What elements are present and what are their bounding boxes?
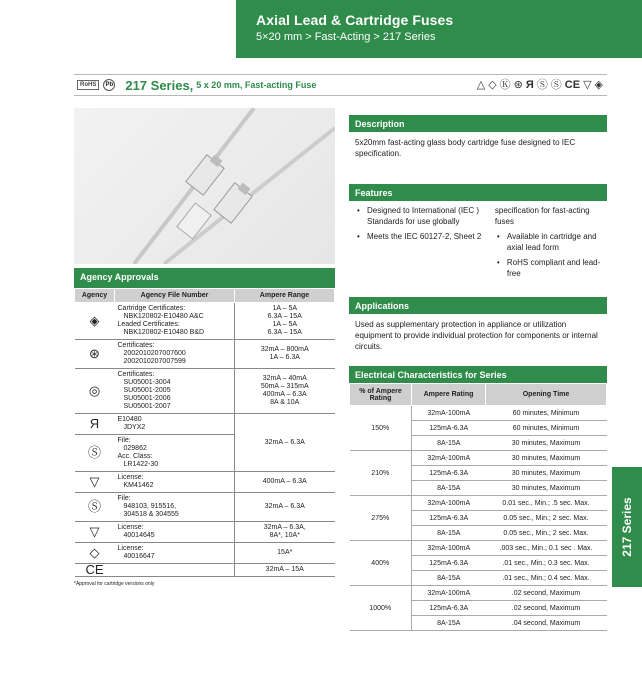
- applications-title: Applications: [349, 297, 607, 314]
- range-line: 400mA – 6.3A: [262, 478, 307, 485]
- ampere-rating: 8A-15A: [412, 571, 486, 586]
- opening-time: .04 second, Maximum: [486, 616, 607, 631]
- range-line: 32mA – 6.3A,: [263, 524, 306, 531]
- agency-row: [75, 543, 335, 564]
- ampere-rating: 8A-15A: [412, 616, 486, 631]
- ampere-range: [235, 493, 335, 522]
- range-line: 50mA – 315mA: [260, 383, 309, 390]
- series-subtitle: 5 x 20 mm, Fast-acting Fuse: [196, 80, 317, 90]
- description-title: Description: [349, 115, 607, 132]
- file-line: License:: [117, 545, 144, 552]
- range-line: 1A – 5A: [272, 305, 298, 312]
- opening-time: .003 sec., Min.; 0.1 sec . Max.: [486, 541, 607, 556]
- agency-logo-icon: ▽: [75, 522, 115, 543]
- file-line: LR1422-30: [123, 461, 159, 468]
- agency-row: [75, 493, 335, 522]
- opening-time: 30 minutes, Maximum: [486, 436, 607, 451]
- ampere-rating: 32mA-100mA: [412, 496, 486, 511]
- rohs-badge: RoHS: [77, 80, 99, 90]
- agency-logo-icon: Ⓢ: [75, 493, 115, 522]
- file-line: Acc. Class:: [117, 453, 153, 460]
- range-line: 32mA – 40mA: [262, 375, 307, 382]
- agency-row: [75, 303, 335, 340]
- col-ampere: Ampere Rating: [412, 384, 486, 406]
- feature-item: • RoHS compliant and lead-free: [495, 257, 601, 279]
- fuse-illustration: [74, 108, 335, 264]
- ampere-rating: 125mA-6.3A: [412, 511, 486, 526]
- csa-icon: Ⓢ: [536, 79, 548, 91]
- range-line: 6.3A – 15A: [267, 313, 302, 320]
- range-line: 6.3A – 15A: [267, 329, 302, 336]
- file-line: 2002010207007600: [123, 350, 186, 357]
- opening-time: 0.05 sec., Min.; 2 sec. Max.: [486, 526, 607, 541]
- features-list: [349, 201, 607, 295]
- ampere-range: [235, 564, 335, 577]
- feature-item-continued: specification for fast-acting fuses: [494, 206, 590, 226]
- features-title: Features: [349, 184, 607, 201]
- range-line: 8A*, 10A*: [269, 532, 300, 539]
- range-line: 400mA – 6.3A: [262, 391, 307, 398]
- product-photo: [74, 108, 335, 264]
- percent-rating: 210%: [350, 451, 412, 496]
- agency-file-number: [115, 340, 235, 369]
- range-line: 32mA – 15A: [265, 566, 304, 573]
- file-line: JDYX2: [123, 424, 146, 431]
- range-line: 32mA – 800mA: [260, 346, 309, 353]
- agency-logo-icon: CE: [75, 564, 115, 577]
- agency-row: [75, 564, 335, 577]
- ampere-rating: 8A-15A: [412, 481, 486, 496]
- vde-icon: ◇: [488, 79, 497, 91]
- agency-row: [75, 522, 335, 543]
- agency-footnote: *Approval for cartridge versions only: [74, 581, 155, 587]
- ampere-range: [235, 543, 335, 564]
- ampere-range: [235, 414, 335, 472]
- agency-section-title: Agency Approvals: [74, 268, 335, 288]
- ampere-range: [235, 340, 335, 369]
- feature-item: • Available in cartridge and axial lead form: [495, 231, 601, 253]
- agency-logo-icon: Ⓢ: [75, 435, 115, 472]
- semko-icon: Ⓚ: [499, 79, 511, 91]
- table-row: [350, 451, 607, 466]
- file-line: 2002010207007599: [123, 358, 186, 365]
- ampere-rating: 125mA-6.3A: [412, 421, 486, 436]
- ampere-rating: 125mA-6.3A: [412, 466, 486, 481]
- file-line: Certificates:: [117, 342, 155, 349]
- ampere-rating: 8A-15A: [412, 526, 486, 541]
- breadcrumb: 5×20 mm > Fast-Acting > 217 Series: [256, 31, 436, 43]
- percent-rating: 400%: [350, 541, 412, 586]
- ampere-rating: 32mA-100mA: [412, 586, 486, 601]
- file-line: 029862: [123, 445, 147, 452]
- file-line: SU05001-2006: [123, 395, 171, 402]
- agency-approvals: [74, 268, 335, 587]
- opening-time: .01 sec., Min.; 0.4 sec. Max.: [486, 571, 607, 586]
- vde-triangle-icon: △: [476, 79, 486, 91]
- percent-rating: 1000%: [350, 586, 412, 631]
- opening-time: 60 minutes, Minimum: [486, 421, 607, 436]
- agency-file-number: [115, 414, 235, 435]
- file-line: KM41462: [123, 482, 154, 489]
- opening-time: .02 second, Maximum: [486, 586, 607, 601]
- range-line: 32mA – 6.3A: [264, 503, 305, 510]
- opening-time: .02 second, Maximum: [486, 601, 607, 616]
- opening-time: 30 minutes, Maximum: [486, 466, 607, 481]
- range-line: 8A & 10A: [270, 399, 300, 406]
- agency-logo-icon: ⊛: [75, 340, 115, 369]
- feature-item: • Designed to International (IEC ) Standards for use globally: [355, 205, 495, 227]
- agency-row: [75, 369, 335, 414]
- col-range: Ampere Range: [235, 289, 335, 303]
- electrical-title: Electrical Characteristics for Series: [349, 366, 607, 383]
- series-title-band: [74, 74, 607, 96]
- agency-file-number: [115, 303, 235, 340]
- opening-time: 0.05 sec., Min.; 2 sec. Max.: [486, 511, 607, 526]
- ampere-rating: 32mA-100mA: [412, 406, 486, 421]
- file-line: License:: [117, 474, 144, 481]
- series-side-tab: [612, 467, 642, 587]
- agency-row: [75, 340, 335, 369]
- file-line: SU05001-2007: [123, 403, 171, 410]
- opening-time: 0.01 sec., Min.; .5 sec. Max.: [486, 496, 607, 511]
- ampere-rating: 8A-15A: [412, 436, 486, 451]
- opening-time: .01 sec., Min.; 0.3 sec. Max.: [486, 556, 607, 571]
- agency-file-number: [115, 472, 235, 493]
- page-title: Axial Lead & Cartridge Fuses: [256, 12, 454, 28]
- agency-logo-icon: ◈: [75, 303, 115, 340]
- table-row: [350, 406, 607, 421]
- ampere-rating: 32mA-100mA: [412, 451, 486, 466]
- table-row: [350, 496, 607, 511]
- ccc-icon: ⊛: [513, 79, 523, 91]
- percent-rating: 150%: [350, 406, 412, 451]
- agency-file-number: [115, 493, 235, 522]
- range-line: 32mA – 6.3A: [264, 438, 305, 446]
- percent-rating: 275%: [350, 496, 412, 541]
- agency-file-number: [115, 435, 235, 472]
- file-line: File:: [117, 495, 131, 502]
- ampere-rating: 125mA-6.3A: [412, 556, 486, 571]
- file-line: 948103, 915516,: [123, 503, 177, 510]
- col-opening: Opening Time: [486, 384, 607, 406]
- range-line: 1A – 6.3A: [269, 354, 300, 361]
- file-line: NBK120802-E10480 B&D: [123, 329, 205, 336]
- table-row: [350, 541, 607, 556]
- ampere-rating: 125mA-6.3A: [412, 601, 486, 616]
- electrical-table: [349, 383, 607, 631]
- feature-item: • Meets the IEC 60127-2, Sheet 2: [355, 231, 495, 242]
- file-line: SU05001-3004: [123, 379, 171, 386]
- ampere-range: [235, 472, 335, 493]
- ampere-range: [235, 369, 335, 414]
- page-header: [236, 0, 642, 58]
- ce-icon: CE: [564, 79, 581, 91]
- file-line: Leaded Certificates:: [117, 321, 180, 328]
- ampere-rating: 32mA-100mA: [412, 541, 486, 556]
- certification-icons: [477, 79, 603, 91]
- agency-logo-icon: ◎: [75, 369, 115, 414]
- table-row: [350, 586, 607, 601]
- ampere-range: [235, 522, 335, 543]
- agency-file-number: [115, 543, 235, 564]
- product-info: [349, 115, 607, 631]
- opening-time: 30 minutes, Maximum: [486, 481, 607, 496]
- agency-file-number: [115, 522, 235, 543]
- agency-row: [75, 472, 335, 493]
- pse-icon: Ⓢ: [550, 79, 562, 91]
- opening-time: 30 minutes, Maximum: [486, 451, 607, 466]
- agency-table: [74, 288, 335, 577]
- applications-text: Used as supplementary protection in appliance or utilization equipment to provide individual protection for components or internal circuits.: [355, 320, 598, 351]
- agency-logo-icon: ◇: [75, 543, 115, 564]
- file-line: File:: [117, 437, 131, 444]
- pb-free-icon: Pb: [103, 79, 115, 91]
- file-line: 40016647: [123, 553, 155, 560]
- file-line: NBK120802-E10480 A&C: [123, 313, 204, 320]
- factory-icon: ◈: [594, 79, 603, 91]
- file-line: License:: [117, 524, 144, 531]
- agency-file-number: [115, 369, 235, 414]
- ampere-range: [235, 303, 335, 340]
- range-line: 1A – 5A: [272, 321, 298, 328]
- kc-icon: ▽: [583, 79, 592, 91]
- range-line: 15A*: [277, 549, 293, 556]
- file-line: Certificates:: [117, 371, 155, 378]
- file-line: SU05001-2005: [123, 387, 171, 394]
- agency-logo-icon: ▽: [75, 472, 115, 493]
- side-tab-label: 217 Series: [620, 497, 634, 557]
- file-line: Cartridge Certificates:: [117, 305, 186, 312]
- col-file: Agency File Number: [115, 289, 235, 303]
- series-name: 217 Series,: [125, 77, 194, 93]
- file-line: 40014645: [123, 532, 155, 539]
- description-text: 5x20mm fast-acting glass body cartridge fuse designed to IEC specification.: [355, 138, 576, 158]
- opening-time: 60 minutes, Minimum: [486, 406, 607, 421]
- file-line: E10480: [117, 416, 142, 423]
- file-line: 304518 & 304555: [123, 511, 179, 518]
- agency-file-number: [115, 564, 235, 577]
- agency-row: [75, 414, 335, 435]
- col-percent: % of Ampere Rating: [350, 384, 412, 406]
- ur-icon: Я: [525, 79, 534, 91]
- agency-logo-icon: Я: [75, 414, 115, 435]
- col-agency: Agency: [75, 289, 115, 303]
